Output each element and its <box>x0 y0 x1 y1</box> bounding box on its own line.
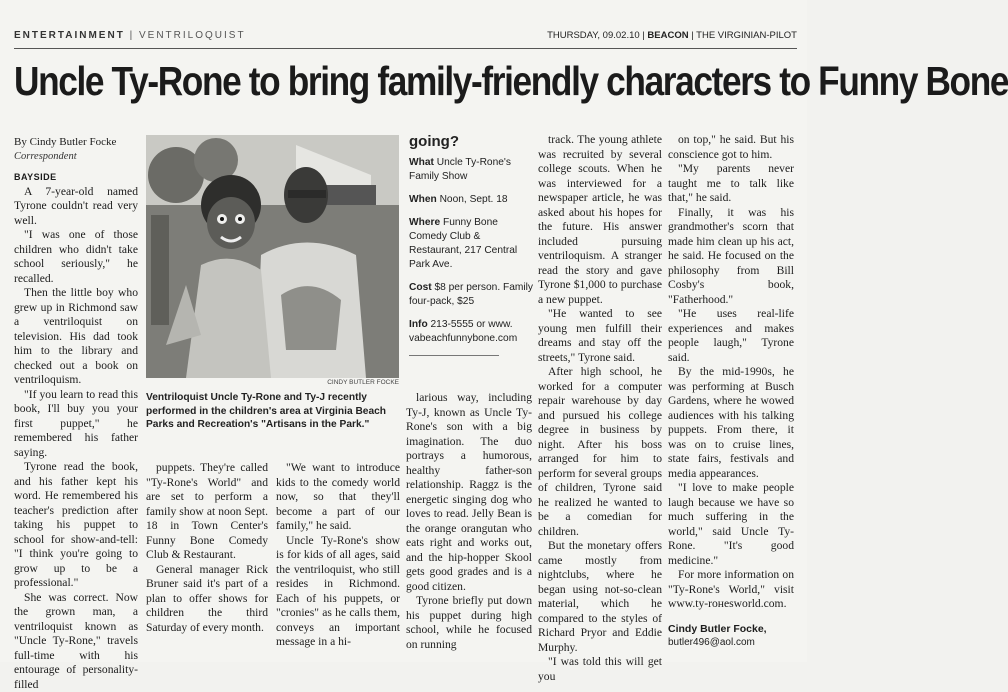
info-box-rule <box>409 355 499 356</box>
paragraph: A 7-year-old named Tyrone couldn't read very well. <box>14 185 138 229</box>
paragraph: After high school, he worked for a computer repair warehouse by day and pursued his college degree in business by night. After his boss arranged for him to perform for several groups of children, Tyrone said he realized he wanted to be a comedian for children. <box>538 365 662 539</box>
paragraph: For more information on "Ty-Rone's World," visit www.ty-rонesworld.com. <box>668 568 794 612</box>
column-3-body <box>276 461 400 650</box>
header-rule <box>14 48 797 49</box>
section-kicker: ENTERTAINMENT | VENTRILOQUIST <box>14 30 246 41</box>
info-item <box>409 156 534 184</box>
info-item-label: Where <box>409 217 440 228</box>
info-item-label: When <box>409 194 437 205</box>
paragraph: "I love to make people laugh because we have so much suffering in the world," said Uncle Ty-Rone. "It's good medicine." <box>668 481 794 568</box>
section-label: ENTERTAINMENT <box>14 30 125 41</box>
article-column-5 <box>538 133 662 684</box>
paragraph: General manager Rick Bruner said it's part of a plan to offer shows for children the third Saturday of every month. <box>146 563 268 636</box>
byline-role: Correspondent <box>14 150 138 165</box>
signoff-name: Cindy Butler Focke, <box>668 622 794 637</box>
publisher-name: THE VIRGINIAN-PILOT <box>696 30 797 41</box>
paragraph: Then the little boy who grew up in Richmond saw a ventriloquist on television. His dad took him to the library and checked out a book on ventriloquism. <box>14 286 138 388</box>
column-6-body <box>668 133 794 612</box>
info-item <box>409 318 534 346</box>
article-photo <box>146 135 399 378</box>
paragraph: She was correct. Now the grown man, a ventriloquist known as "Uncle Ty-Rone," travels full-time with his entourage of personality-filled <box>14 591 138 692</box>
paper-name: BEACON <box>647 30 688 41</box>
event-info-box <box>409 133 534 356</box>
byline-author: By Cindy Butler Focke <box>14 135 138 150</box>
article-column-3 <box>276 461 400 650</box>
column-1-body <box>14 185 138 692</box>
column-2-body <box>146 461 268 635</box>
paragraph: "If you learn to read this book, I'll buy you your first puppet," he remembered his father saying. <box>14 388 138 461</box>
paragraph: "We want to introduce kids to the comedy world now, so that they'll become a part of our family," he said. <box>276 461 400 534</box>
paragraph: But the monetary offers came mostly from nightclubs, where he began using not-so-clean material, which he compared to the styles of Richard Pryor and Eddie Murphy. <box>538 539 662 655</box>
signoff-email: butler496@aol.com <box>668 636 794 651</box>
info-item-text: Uncle Ty-Rone's Family Show <box>409 157 511 182</box>
column-5-body <box>538 133 662 684</box>
paragraph: larious way, including Ty-J, known as Uncle Ty-Rone's son with a big imagination. The duo portrays a humorous, healthy father-son relationship. Raggz is the energetic singing dog who loves to read. Jelly Bean is the orange orangutan who eats right and works out, and the hip-hopper Skool gets good grades and is a good citizen. <box>406 391 532 594</box>
paragraph: on top," he said. But his conscience got to him. <box>668 133 794 162</box>
section-header <box>14 30 797 50</box>
paragraph: "I was told this will get you <box>538 655 662 684</box>
paragraph: track. The young athlete was recruited by several college scouts. When he was interviewed for a newspaper article, he was asked about his hopes for the future. His answer included pursuing ventriloquism. A stranger read the story and gave Tyrone $1,000 to purchase a new puppet. <box>538 133 662 307</box>
info-item <box>409 216 534 272</box>
paragraph: Finally, it was his grandmother's scorn that made him clean up his act, he said. He focused on the philosophy from Bill Cosby's book, "Fatherhood." <box>668 206 794 308</box>
paragraph: Uncle Ty-Rone's show is for kids of all ages, said the ventriloquist, who still resides in Richmond. Each of his puppets, or "cronies" as he calls them, conveys an important message in a hi- <box>276 534 400 650</box>
paragraph: "He wanted to see young men fulfill their dreams and stay off the streets," Tyrone said. <box>538 307 662 365</box>
photo-ventriloquist-and-puppet <box>146 135 399 378</box>
article-column-2 <box>146 461 268 635</box>
issue-dateline: THURSDAY, 09.02.10 | BEACON | THE VIRGINIAN-PILOT <box>547 30 797 41</box>
info-item-label: Info <box>409 319 428 330</box>
info-item-label: What <box>409 157 434 168</box>
article-column-4 <box>406 391 532 652</box>
article-column-1 <box>14 135 138 692</box>
paragraph: "My parents never taught me to talk like that," he said. <box>668 162 794 206</box>
info-item <box>409 281 534 309</box>
photo-caption: Ventriloquist Uncle Ty-Rone and Ty-J recently performed in the children's area at Virginia Beach Parks and Recreation's "Artisans in the Park." <box>146 391 399 432</box>
article-column-6 <box>668 133 794 651</box>
info-box-title: going? <box>409 133 534 150</box>
issue-date: THURSDAY, 09.02.10 <box>547 30 640 41</box>
info-item-text: 213-5555 or www. vabeachfunnybone.com <box>409 319 517 344</box>
subsection-label: VENTRILOQUIST <box>139 30 246 41</box>
paragraph: "He uses real-life experiences and makes people laugh," Tyrone said. <box>668 307 794 365</box>
info-box-items <box>409 156 534 346</box>
paragraph: "I was one of those children who didn't take school seriously," he recalled. <box>14 228 138 286</box>
paragraph: Tyrone read the book, and his father kept his word. He remembered his teacher's prediction after taking his puppet to school for show-and-tell: "I think you're going to grow up to be a professional." <box>14 460 138 591</box>
photo-credit: CINDY BUTLER FOCKE <box>146 379 399 386</box>
info-item <box>409 193 534 207</box>
info-item-text: Funny Bone Comedy Club & Restaurant, 217 Central Park Ave. <box>409 217 517 270</box>
info-item-text: $8 per person. Family four-pack, $25 <box>409 282 533 307</box>
headline: Uncle Ty-Rone to bring family-friendly characters to Funny Bone <box>14 58 693 105</box>
info-item-text: Noon, Sept. 18 <box>437 194 508 205</box>
place-dateline: BAYSIDE <box>14 170 138 185</box>
paragraph: Tyrone briefly put down his puppet during high school, while he focused on running <box>406 594 532 652</box>
info-item-label: Cost <box>409 282 432 293</box>
paragraph: puppets. They're called "Ty-Rone's World" and are set to perform a family show at noon Sept. 18 in Town Center's Funny Bone Comedy Club & Restaurant. <box>146 461 268 563</box>
paragraph: By the mid-1990s, he was performing at Busch Gardens, where he wowed audiences with his talking puppets. From there, it was on to cruise lines, state fairs, festivals and media appearances. <box>668 365 794 481</box>
column-4-body <box>406 391 532 652</box>
